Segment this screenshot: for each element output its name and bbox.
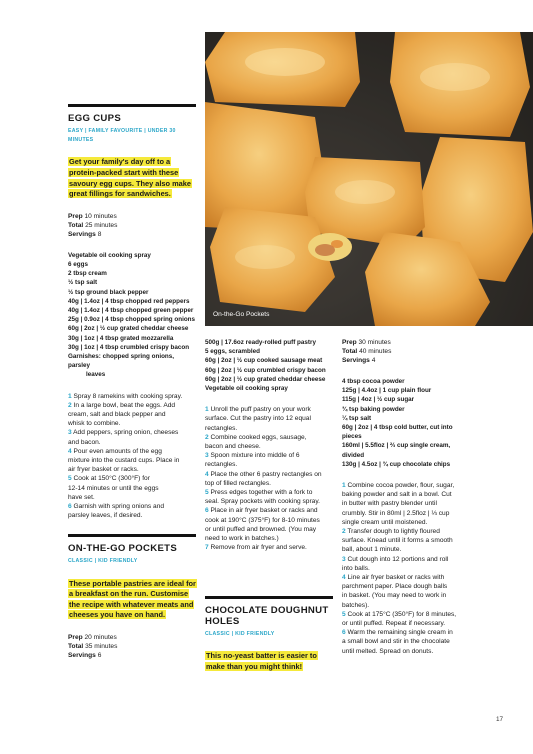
section-rule	[205, 596, 333, 599]
step-line: cook at 190°C (375°F) for 8-10 minutes	[205, 516, 320, 524]
section-rule	[68, 104, 196, 107]
ingredient-item: 60g | 2oz | ½ cup cooked sausage meat	[205, 357, 323, 365]
recipe-meta	[68, 212, 196, 239]
method-steps	[342, 481, 472, 656]
ingredient-item: 2 tbsp cream	[68, 270, 107, 278]
ingredient-item: 30g | 1oz | 4 tbsp grated mozzarella	[68, 334, 174, 342]
method-steps	[68, 392, 196, 521]
step-line: bacon and cheese.	[205, 443, 261, 451]
ingredient-item: 125g | 4.4oz | 1 cup plain flour	[342, 387, 432, 395]
ingredient-item: 130g | 4.5oz | ¾ cup chocolate chips	[342, 460, 451, 468]
step-line: 1 Unroll the puff pastry on your work	[205, 406, 311, 414]
step-line: into balls.	[342, 564, 370, 572]
step-line: 3 Add peppers, spring onion, cheeses	[68, 429, 179, 437]
ingredient-item: 40g | 1.4oz | 4 tbsp chopped green pepper	[68, 307, 194, 314]
ingredient-item: ¾ tsp baking powder	[342, 405, 405, 413]
step-line: ball, about 1 minute.	[342, 546, 402, 554]
step-line: parsley leaves, if desired.	[68, 512, 143, 520]
step-line: surface. Knead until it forms a smooth	[342, 537, 453, 545]
column-doughnut-header	[205, 596, 333, 684]
ingredient-item: Garnishes: chopped spring onions, parsley	[68, 353, 175, 370]
recipe-photo	[205, 32, 533, 326]
ingredient-item: 160ml | 5.5floz | ⅔ cup single cream, divided	[342, 442, 451, 459]
step-line: 2 Transfer dough to lightly floured	[342, 528, 440, 536]
step-line: air fryer basket or racks.	[68, 466, 139, 474]
step-line: cream, salt and black pepper and	[68, 411, 166, 419]
step-line: parchment paper. Place dough balls	[342, 583, 448, 591]
column-on-the-go	[205, 338, 333, 552]
method-steps	[205, 405, 333, 552]
meta-row: Prep 30 minutes	[342, 339, 391, 346]
step-line: 1 Combine cocoa powder, flour, sugar,	[342, 482, 455, 490]
ingredient-list	[342, 377, 472, 469]
step-line: and bacon.	[68, 438, 101, 446]
recipe-intro: Get your family's day off to a protein-packed start with these savoury egg cups. They also make great fillings for sandwiches.	[69, 157, 191, 199]
step-line: 5 Cook at 150°C (300°F) for	[68, 475, 150, 483]
recipe-title: CHOCOLATE DOUGHNUT HOLES	[205, 605, 329, 627]
recipe-intro: This no-yeast batter is easier to make than you might think!	[206, 651, 317, 671]
ingredient-item: 25g | 0.9oz | 4 tbsp chopped spring onions	[68, 316, 196, 324]
step-line: 2 Combine cooked eggs, sausage,	[205, 433, 307, 441]
ingredient-list	[205, 338, 333, 393]
ingredient-item: 500g | 17.6oz ready-rolled puff pastry	[205, 339, 316, 346]
step-line: baking powder and salt in a bowl. Cut	[342, 491, 452, 499]
step-line: in basket. (You may need to work in	[342, 592, 447, 600]
ingredient-item: 60g | 2oz | ½ cup grated cheddar cheese	[205, 375, 326, 383]
step-line: a small bowl and stir in the chocolate	[342, 638, 450, 646]
ingredient-item: 6 eggs	[68, 260, 88, 268]
meta-row: Prep 20 minutes	[68, 634, 117, 642]
step-line: 12-14 minutes or until the eggs	[68, 484, 159, 492]
step-line: rectangles.	[205, 461, 238, 469]
column-doughnut	[342, 338, 472, 656]
step-line: 3 Spoon mixture into middle of 6	[205, 452, 300, 460]
step-line: or until puffed. Repeat if necessary.	[342, 620, 446, 628]
step-line: need to work in batches.)	[205, 535, 279, 543]
ingredient-item: 30g | 1oz | 4 tbsp crumbled crispy bacon	[68, 343, 190, 351]
pastry-pockets-image	[205, 32, 533, 326]
meta-row: Servings 4	[342, 357, 376, 364]
step-line: 6 Warm the remaining single cream in	[342, 629, 453, 637]
step-line: 6 Garnish with spring onions and	[68, 503, 165, 511]
ingredient-item: 115g | 4oz | ½ cup sugar	[342, 396, 415, 404]
ingredient-item: ¼ tsp salt	[342, 414, 372, 422]
ingredient-list	[68, 251, 196, 380]
ingredient-item: Vegetable oil cooking spray	[205, 385, 288, 393]
photo-caption: On-the-Go Pockets	[213, 311, 270, 318]
step-line: have set.	[68, 493, 95, 501]
step-line: top of filled rectangles.	[205, 479, 271, 487]
step-line: batches).	[342, 601, 370, 609]
recipe-intro: These portable pastries are ideal for a breakfast on the run. Customise the recipe with whatever meats and cheeses you have on hand.	[69, 578, 196, 620]
recipe-title: EGG CUPS	[68, 113, 122, 124]
meta-row: Total 35 minutes	[68, 643, 118, 651]
meta-row: Prep 10 minutes	[68, 212, 117, 220]
step-line: 2 In a large bowl, beat the eggs. Add	[68, 401, 176, 409]
page-number: 17	[496, 716, 504, 723]
recipe-tags: CLASSIC | KID FRIENDLY	[68, 558, 138, 565]
step-line: 7 Remove from air fryer and serve.	[205, 544, 307, 552]
ingredient-item: leaves	[86, 371, 106, 379]
step-line: single cream until moistened.	[342, 518, 428, 526]
step-line: mixture into the custard cups. Place in	[68, 457, 180, 465]
meta-row: Total 25 minutes	[68, 221, 118, 229]
recipe-meta	[68, 633, 196, 660]
step-line: 4 Place the other 6 pastry rectangles on	[205, 470, 322, 478]
step-line: or until puffed and browned. (You may	[205, 525, 317, 533]
ingredient-item: 4 tbsp cocoa powder	[342, 378, 405, 385]
step-line: crumbly. Stir in 80ml | 2.5floz | ⅓ cup	[342, 509, 450, 517]
recipe-tags: EASY | FAMILY FAVOURITE | UNDER 30 MINUTES	[68, 128, 176, 144]
step-line: 3 Cut dough into 12 portions and roll	[342, 555, 449, 563]
meta-row: Servings 6	[68, 652, 102, 660]
recipe-tags: CLASSIC | KID FRIENDLY	[205, 631, 275, 637]
step-line: 5 Cook at 175°C (350°F) for 8 minutes,	[342, 610, 457, 618]
step-line: seal. Spray pockets with cooking spray.	[205, 498, 320, 506]
ingredient-item: 60g | 2oz | 4 tbsp cold butter, cut into pieces	[342, 424, 453, 441]
ingredient-item: ½ tsp salt	[68, 279, 98, 287]
step-line: surface. Cut the pastry into 12 equal	[205, 415, 311, 423]
ingredient-item: Vegetable oil cooking spray	[68, 251, 151, 259]
step-line: until melted. Spread on donuts.	[342, 647, 434, 655]
recipe-meta	[342, 338, 472, 365]
step-line: 4 Line air fryer basket or racks with	[342, 574, 445, 582]
step-line: 6 Place in air fryer basket or racks and	[205, 507, 318, 515]
ingredient-item: 60g | 2oz | ½ cup crumbled crispy bacon	[205, 366, 326, 374]
step-line: whisk to combine.	[68, 420, 121, 428]
meta-row: Total 40 minutes	[342, 348, 392, 355]
step-line: 1 Spray 8 ramekins with cooking spray.	[68, 392, 183, 400]
meta-row: Servings 8	[68, 230, 102, 238]
section-rule	[68, 534, 196, 537]
ingredient-item: 60g | 2oz | ½ cup grated cheddar cheese	[68, 325, 189, 333]
ingredient-item: 5 eggs, scrambled	[205, 348, 260, 356]
step-line: 5 Press edges together with a fork to	[205, 489, 313, 497]
recipe-title: ON-THE-GO POCKETS	[68, 543, 178, 555]
step-line: rectangles.	[205, 424, 238, 432]
column-egg-cups	[68, 104, 196, 672]
ingredient-item: ½ tsp ground black pepper	[68, 288, 149, 296]
ingredient-item: 40g | 1.4oz | 4 tbsp chopped red peppers	[68, 297, 190, 305]
step-line: in butter with pastry blender until	[342, 500, 437, 508]
step-line: 4 Pour even amounts of the egg	[68, 447, 162, 455]
